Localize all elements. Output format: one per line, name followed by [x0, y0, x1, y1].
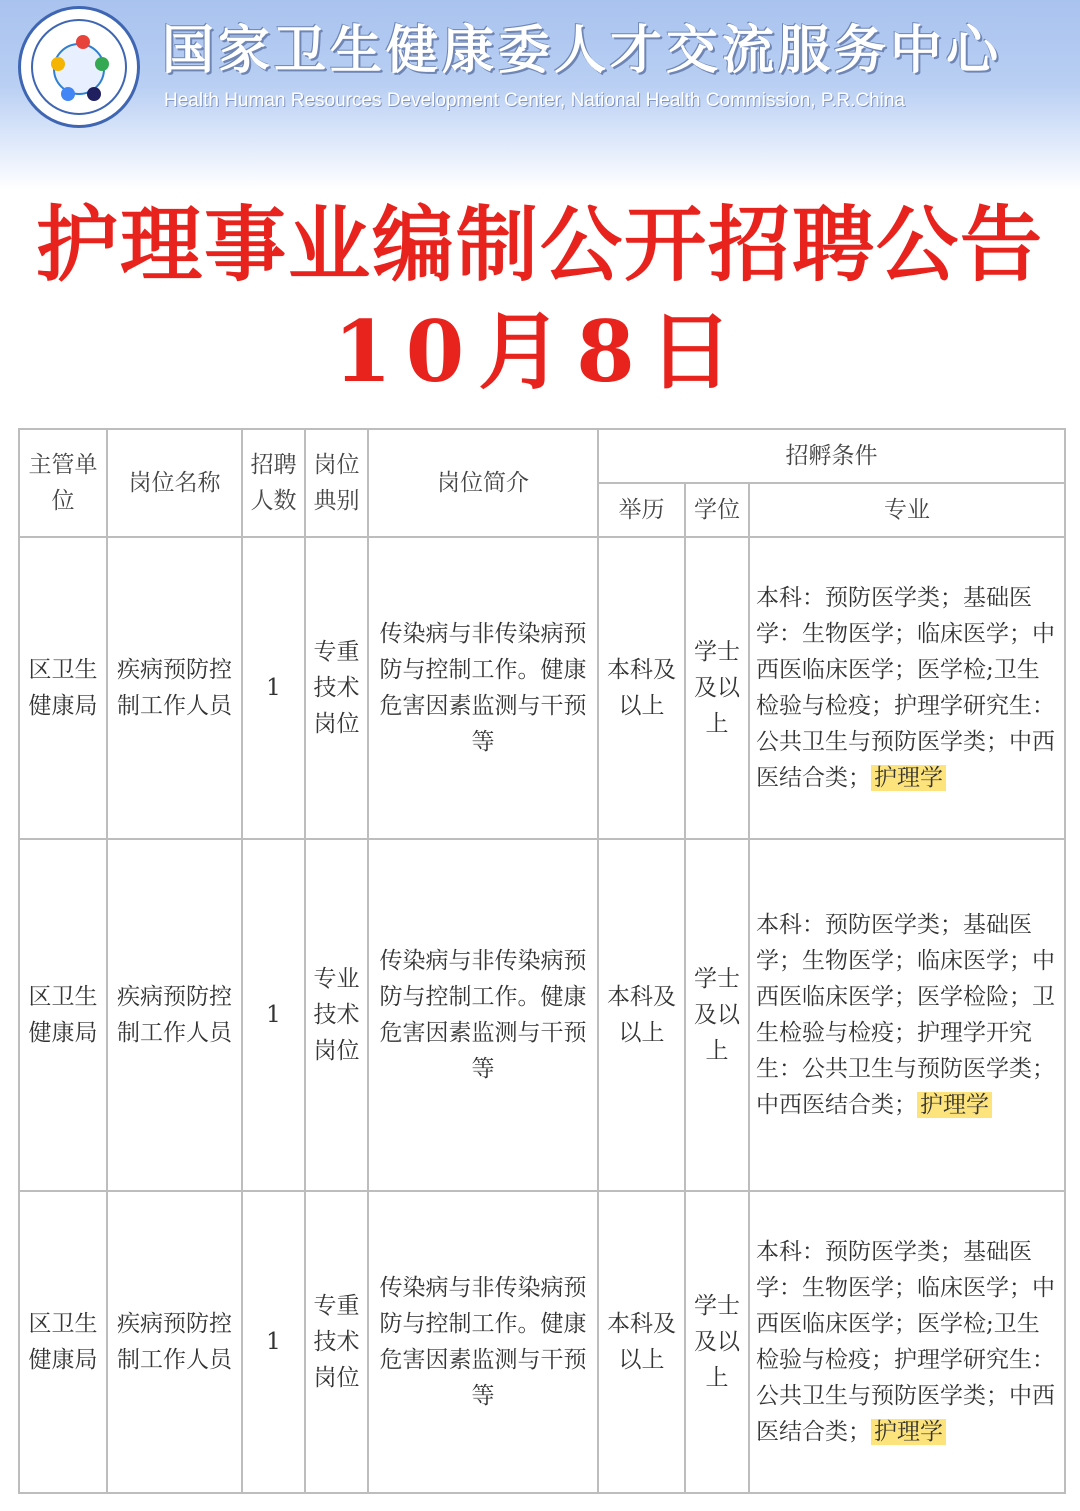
- major-highlight: 护理学: [871, 765, 946, 791]
- cell-description: 传染病与非传染病预防与控制工作。健康危害因素监测与干预等: [368, 839, 598, 1191]
- header-position-label: 岗位名称: [128, 470, 221, 496]
- header-description: [368, 429, 598, 537]
- cell-degree: 学士及以上: [685, 1191, 749, 1493]
- org-name-cn: 国家卫生健康委人才交流服务中心: [162, 21, 1003, 81]
- cell-education: 本科及以上: [598, 1191, 685, 1493]
- cell-major: [749, 537, 1065, 839]
- logo-figure-green: [95, 57, 109, 71]
- cell-category: 专重技术岗位: [305, 537, 368, 839]
- table-row: [19, 839, 1065, 1191]
- cell-category: 专重技术岗位: [305, 1191, 368, 1493]
- table-row: [19, 1191, 1065, 1493]
- logo-figure-blue: [61, 87, 75, 101]
- header-major-label: 专业: [884, 497, 930, 523]
- organization-logo-icon: [18, 6, 140, 128]
- cell-description: 传染病与非传染病预防与控制工作。健康危害因素监测与干预等: [368, 1191, 598, 1493]
- cell-unit: 区卫生健康局: [19, 1191, 107, 1493]
- header-unit: [19, 429, 107, 537]
- major-text: 本科：预防医学类；基础医学：生物医学；临床医学；中西医临床医学；医学检;卫生检验与检疫；护理学研究生：公共卫生与预防医学类；中西医结合类；: [756, 585, 1055, 791]
- cell-unit: 区卫生健康局: [19, 839, 107, 1191]
- header-position: [107, 429, 242, 537]
- recruitment-table: [18, 428, 1066, 1494]
- header-count: [242, 429, 305, 537]
- cell-category: 专业技术岗位: [305, 839, 368, 1191]
- cell-education: 本科及以上: [598, 839, 685, 1191]
- cell-count: 1: [242, 537, 305, 839]
- logo-figure-navy: [87, 87, 101, 101]
- major-highlight: 护理学: [917, 1092, 992, 1118]
- announcement-title: 护理事业编制公开招聘公告: [35, 198, 1044, 293]
- cell-position: 疾病预防控制工作人员: [107, 839, 242, 1191]
- table-row: [19, 537, 1065, 839]
- cell-position: 疾病预防控制工作人员: [107, 537, 242, 839]
- cell-position: 疾病预防控制工作人员: [107, 1191, 242, 1493]
- header-major: [749, 483, 1065, 537]
- header-banner: [0, 0, 1080, 190]
- header-degree: [685, 483, 749, 537]
- cell-degree: 学士及以上: [685, 839, 749, 1191]
- logo-figure-yellow: [51, 57, 65, 71]
- org-name-en: Health Human Resources Development Center, National Health Commission, P.R.China: [164, 90, 905, 111]
- header-unit-label: 主管单位: [28, 452, 98, 514]
- cell-major: [749, 1191, 1065, 1493]
- major-text: 本科：预防医学类；基础医学；生物医学；临床医学；中西医临床医学；医学检险；卫生检验与检疫；护理学开究生：公共卫生与预防医学类；中西医结合类；: [756, 912, 1055, 1118]
- header-education-label: 举历: [618, 497, 665, 523]
- cell-degree: 学士及以上: [685, 537, 749, 839]
- header-conditions: [598, 429, 1065, 483]
- header-degree-label: 学位: [694, 497, 740, 523]
- header-category-label: 岗位典别: [313, 452, 360, 514]
- cell-count: 1: [242, 839, 305, 1191]
- cell-count: 1: [242, 1191, 305, 1493]
- header-education: [598, 483, 685, 537]
- cell-unit: 区卫生健康局: [19, 537, 107, 839]
- cell-education: 本科及以上: [598, 537, 685, 839]
- header-description-label: 岗位简介: [437, 470, 529, 496]
- header-count-label: 招聘人数: [250, 452, 297, 514]
- cell-major: [749, 839, 1065, 1191]
- header-category: [305, 429, 368, 537]
- cell-description: 传染病与非传染病预防与控制工作。健康危害因素监测与干预等: [368, 537, 598, 839]
- announcement-date: 10月8日: [333, 302, 747, 401]
- major-highlight: 护理学: [871, 1419, 946, 1445]
- major-text: 本科：预防医学类；基础医学：生物医学；临床医学；中西医临床医学；医学检;卫生检验与检疫；护理学研究生：公共卫生与预防医学类；中西医结合类；: [756, 1239, 1055, 1445]
- logo-figure-red: [76, 35, 90, 49]
- header-conditions-label: 招孵条件: [785, 443, 878, 469]
